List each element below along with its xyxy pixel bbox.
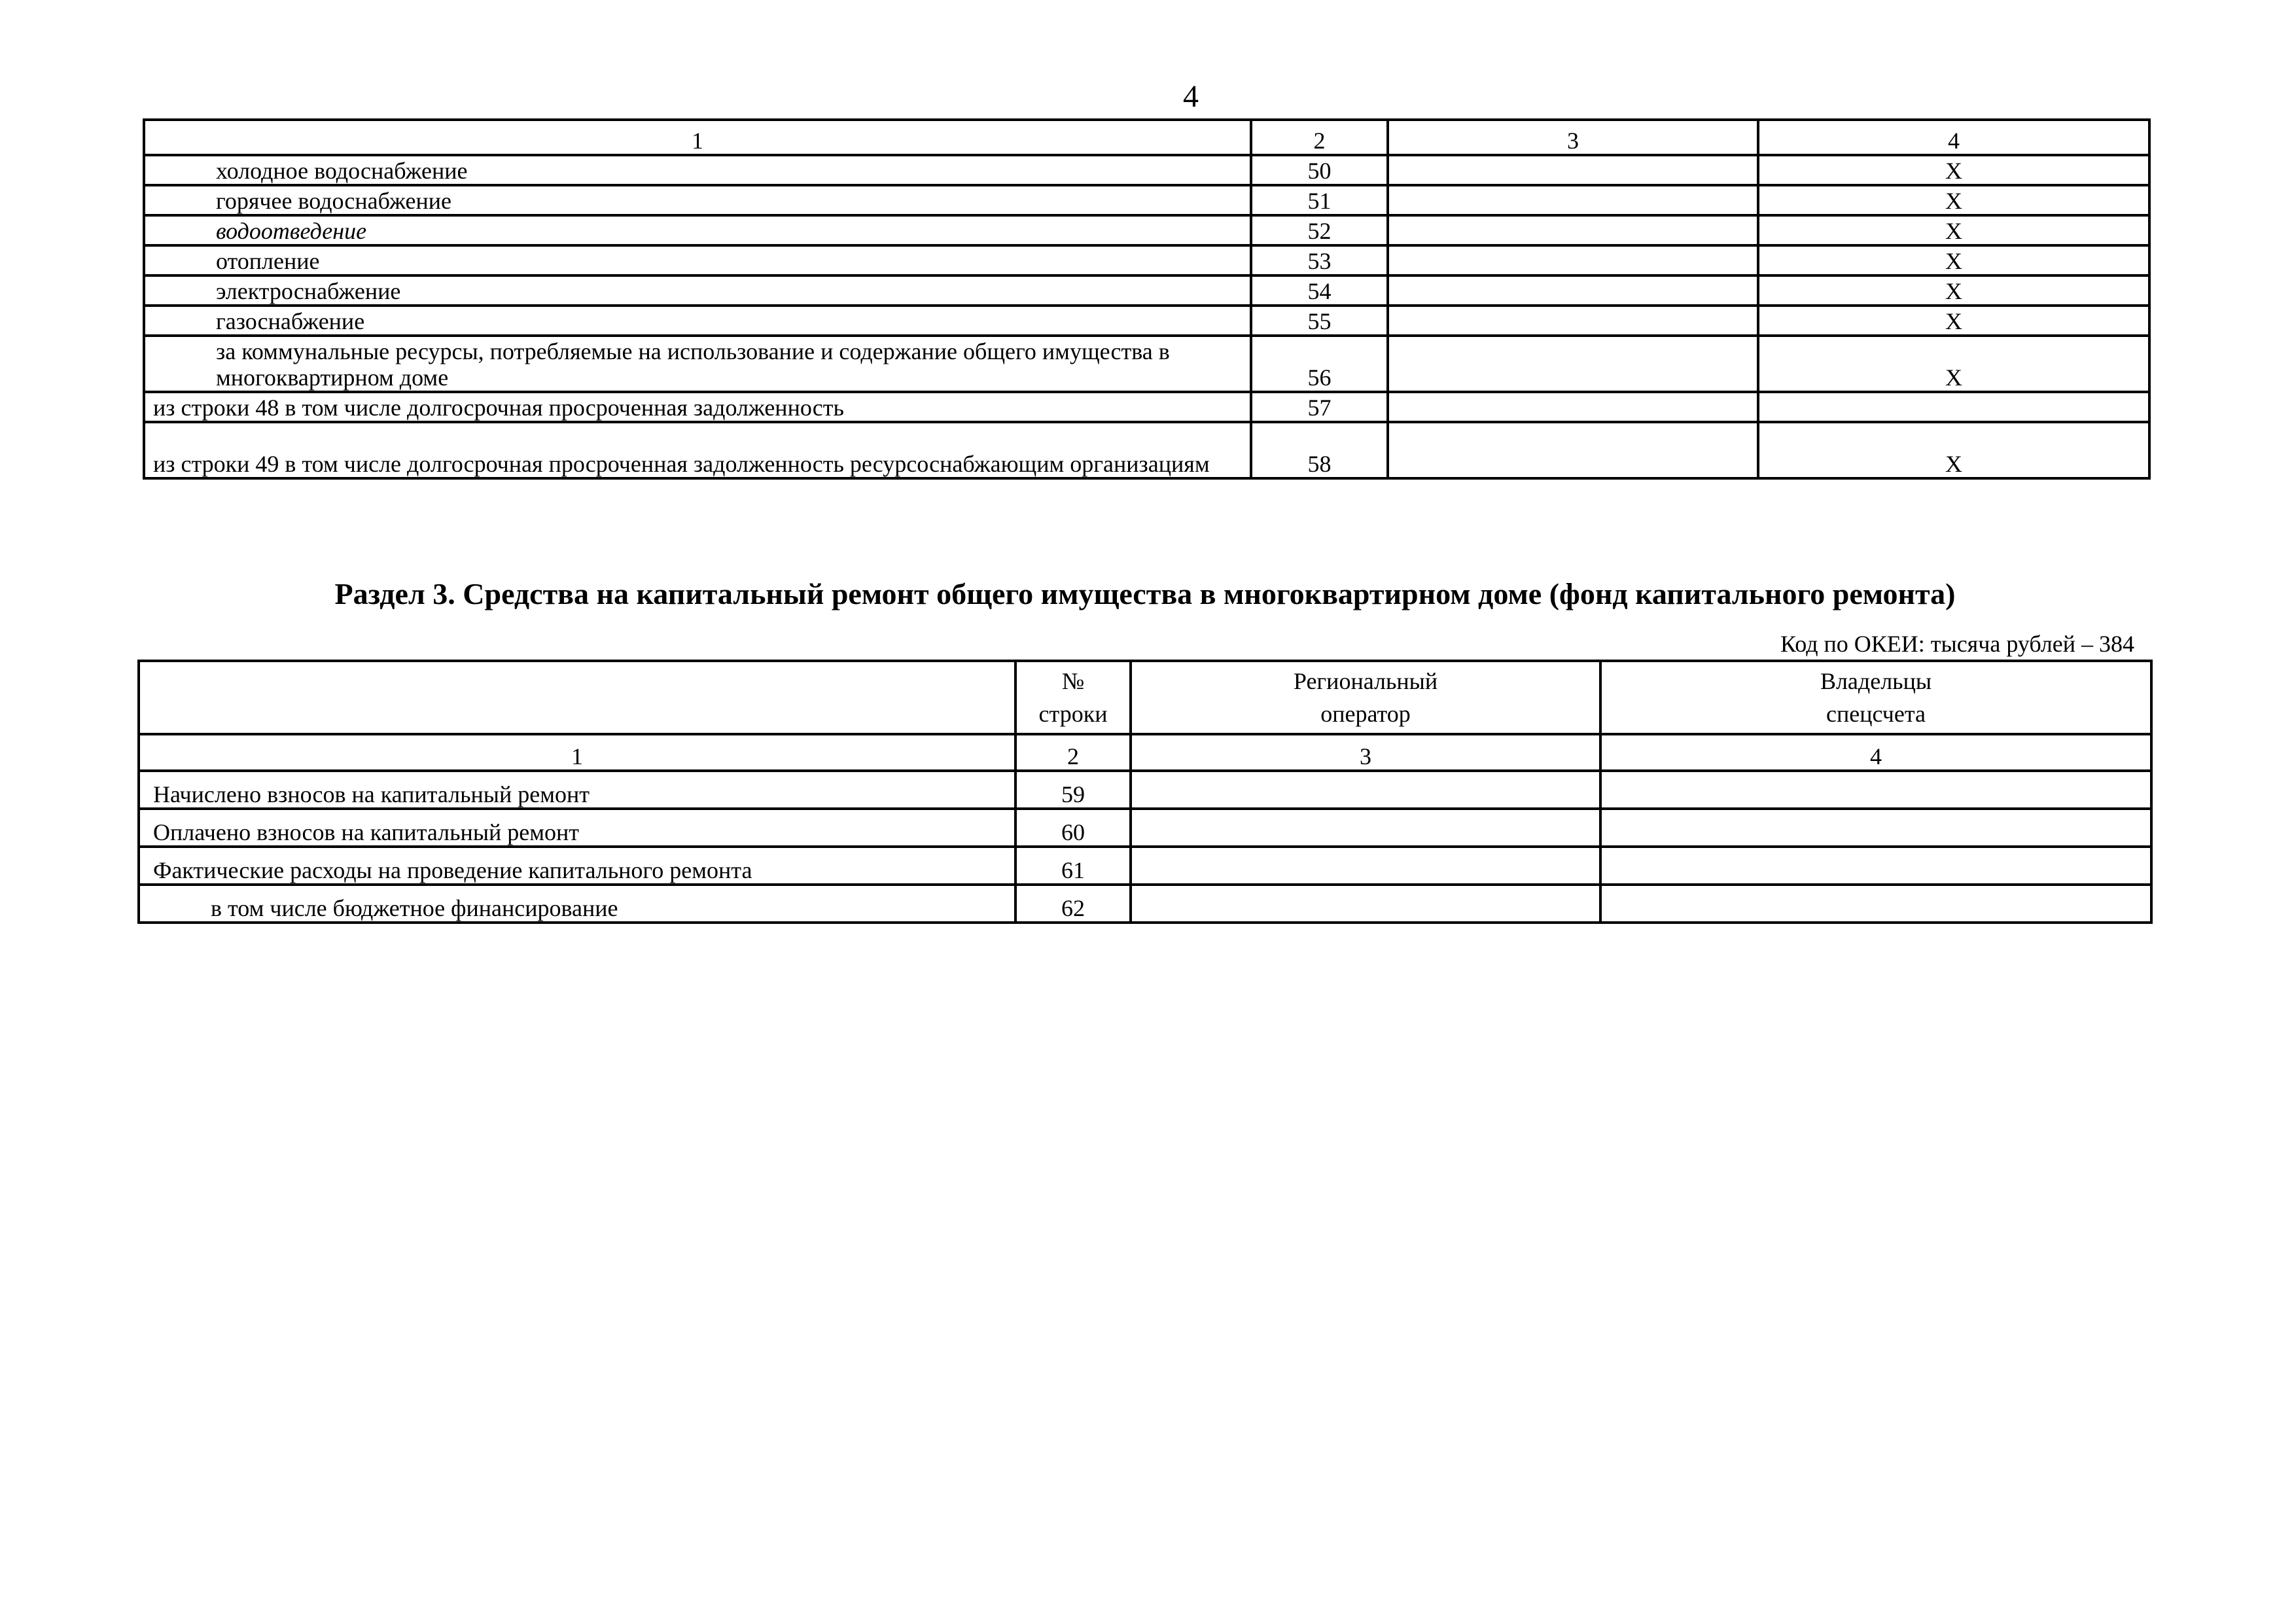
- row-value-col4: X: [1758, 336, 2149, 392]
- row-label: Фактические расходы на проведение капитального ремонта: [139, 847, 1015, 885]
- row-value-col3[interactable]: [1388, 306, 1758, 336]
- row-value-col4: X: [1758, 306, 2149, 336]
- table-row: [144, 275, 2149, 306]
- table-header-row: [144, 120, 2149, 155]
- header-col-regional-operator: [1131, 661, 1600, 734]
- header-col-label: [139, 661, 1015, 734]
- row-value-col3[interactable]: [1388, 275, 1758, 306]
- table-row: [139, 809, 2151, 847]
- table-numbering-row: [139, 734, 2151, 771]
- row-line-number: 60: [1015, 809, 1131, 847]
- header-text: Владельцы: [1820, 668, 1932, 694]
- row-line-number: 50: [1251, 155, 1388, 185]
- row-line-number: 59: [1015, 771, 1131, 809]
- row-line-number: 61: [1015, 847, 1131, 885]
- table-row: [144, 306, 2149, 336]
- row-value-col4: X: [1758, 245, 2149, 275]
- numbering-col-3: 3: [1131, 734, 1600, 771]
- row-label: Оплачено взносов на капитальный ремонт: [139, 809, 1015, 847]
- table-row: [139, 771, 2151, 809]
- page-number: 4: [1183, 79, 1199, 114]
- row-value-col3[interactable]: [1388, 155, 1758, 185]
- row-value-col3[interactable]: [1131, 847, 1600, 885]
- row-value-col3[interactable]: [1388, 392, 1758, 422]
- row-label: в том числе бюджетное финансирование: [139, 885, 1015, 923]
- table-row: [144, 215, 2149, 245]
- table-row: [144, 155, 2149, 185]
- row-value-col3[interactable]: [1388, 245, 1758, 275]
- header-text: спецсчета: [1826, 701, 1926, 727]
- row-label: холодное водоснабжение: [144, 155, 1251, 185]
- section-title: Раздел 3. Средства на капитальный ремонт общего имущества в многоквартирном доме (фонд капитального ремонта): [334, 577, 1956, 610]
- header-text: №: [1061, 668, 1085, 694]
- header-col-line-number: [1015, 661, 1131, 734]
- header-text: строки: [1038, 701, 1108, 727]
- table-row: [144, 336, 2149, 392]
- table-capital-repair-fund: [137, 660, 2153, 924]
- row-label: из строки 48 в том числе долгосрочная просроченная задолженность: [144, 392, 1251, 422]
- row-value-col4[interactable]: [1600, 847, 2151, 885]
- numbering-col-1: 1: [139, 734, 1015, 771]
- row-line-number: 55: [1251, 306, 1388, 336]
- row-value-col4: X: [1758, 275, 2149, 306]
- row-label: газоснабжение: [144, 306, 1251, 336]
- row-line-number: 53: [1251, 245, 1388, 275]
- row-label: Начислено взносов на капитальный ремонт: [139, 771, 1015, 809]
- okei-code: Код по ОКЕИ: тысяча рублей – 384: [1780, 631, 2134, 657]
- header-text: оператор: [1320, 701, 1411, 727]
- row-value-col3[interactable]: [1131, 885, 1600, 923]
- header-col-2: 2: [1251, 120, 1388, 155]
- row-label: отопление: [144, 245, 1251, 275]
- row-label: горячее водоснабжение: [144, 185, 1251, 215]
- row-value-col4: X: [1758, 422, 2149, 478]
- table-header-row: [139, 661, 2151, 734]
- row-value-col4: X: [1758, 155, 2149, 185]
- header-col-special-account-owners: [1600, 661, 2151, 734]
- row-value-col4: X: [1758, 215, 2149, 245]
- row-value-col4: X: [1758, 185, 2149, 215]
- row-line-number: 62: [1015, 885, 1131, 923]
- table-row: [144, 245, 2149, 275]
- row-value-col3[interactable]: [1131, 771, 1600, 809]
- table-row: [144, 185, 2149, 215]
- header-col-3: 3: [1388, 120, 1758, 155]
- numbering-col-4: 4: [1600, 734, 2151, 771]
- header-col-4: 4: [1758, 120, 2149, 155]
- table-row: [139, 885, 2151, 923]
- row-line-number: 51: [1251, 185, 1388, 215]
- row-line-number: 56: [1251, 336, 1388, 392]
- table-row: [144, 422, 2149, 478]
- row-value-col4[interactable]: [1758, 392, 2149, 422]
- row-value-col3[interactable]: [1131, 809, 1600, 847]
- header-text: Региональный: [1293, 668, 1438, 694]
- row-value-col3[interactable]: [1388, 215, 1758, 245]
- row-label: водоотведение: [144, 215, 1251, 245]
- row-line-number: 58: [1251, 422, 1388, 478]
- header-col-1: 1: [144, 120, 1251, 155]
- row-line-number: 52: [1251, 215, 1388, 245]
- table-liabilities: [143, 118, 2151, 480]
- row-value-col4[interactable]: [1600, 809, 2151, 847]
- table-row: [144, 392, 2149, 422]
- row-value-col4[interactable]: [1600, 885, 2151, 923]
- row-value-col3[interactable]: [1388, 185, 1758, 215]
- numbering-col-2: 2: [1015, 734, 1131, 771]
- row-value-col4[interactable]: [1600, 771, 2151, 809]
- row-line-number: 57: [1251, 392, 1388, 422]
- row-label: за коммунальные ресурсы, потребляемые на использование и содержание общего имущества в многоквартирном доме: [144, 336, 1251, 392]
- row-label: из строки 49 в том числе долгосрочная просроченная задолженность ресурсоснабжающим организациям: [144, 422, 1251, 478]
- row-label: электроснабжение: [144, 275, 1251, 306]
- row-line-number: 54: [1251, 275, 1388, 306]
- table-row: [139, 847, 2151, 885]
- row-value-col3[interactable]: [1388, 422, 1758, 478]
- row-value-col3[interactable]: [1388, 336, 1758, 392]
